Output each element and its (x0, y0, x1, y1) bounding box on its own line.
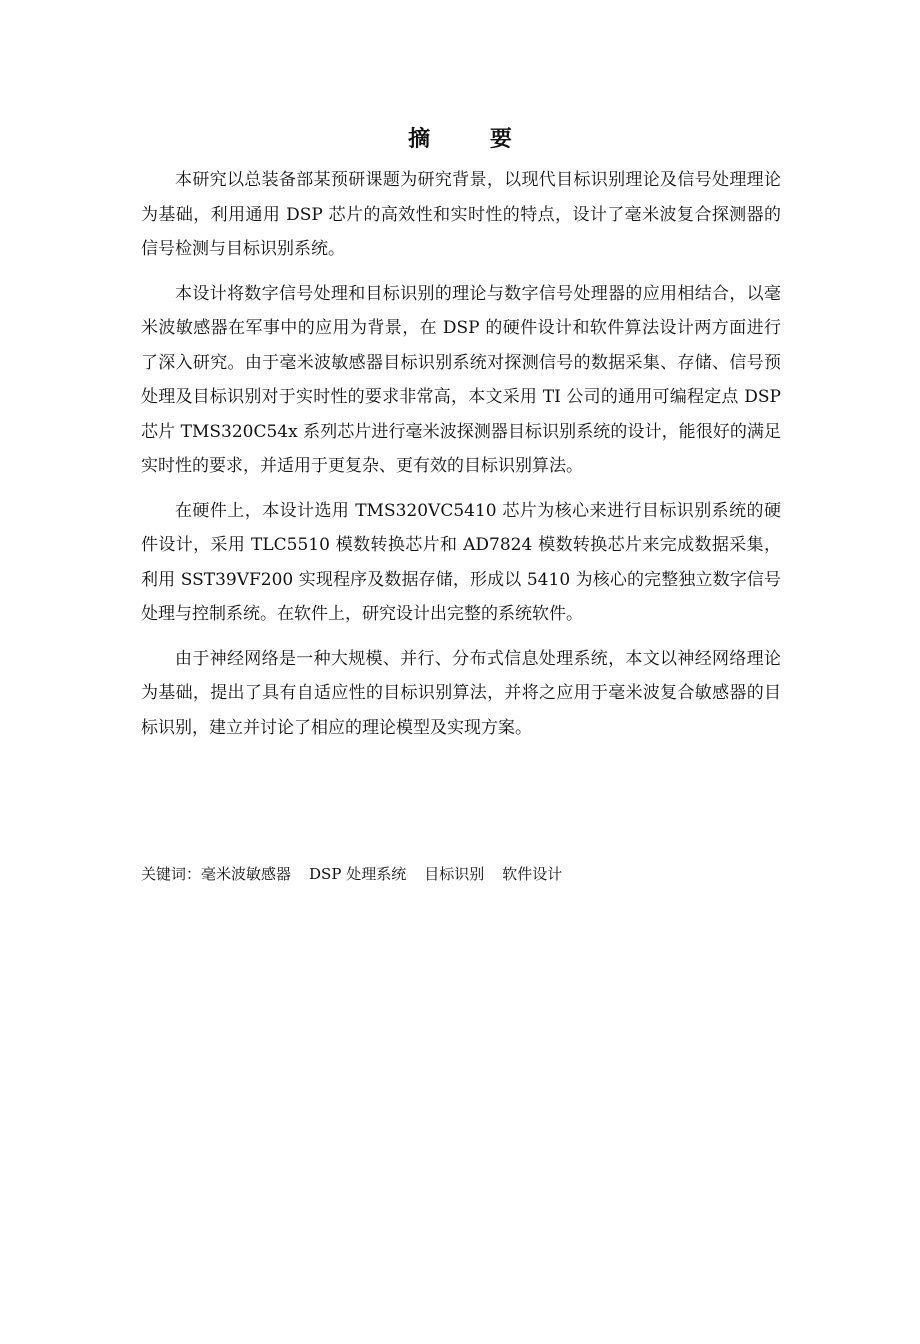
abstract-body (141, 163, 781, 755)
keyword-item: 毫米波敏感器 (201, 865, 292, 883)
abstract-paragraph-2: 本设计将数字信号处理和目标识别的理论与数字信号处理器的应用相结合，以毫米波敏感器在军事中的应用为背景，在 DSP 的硬件设计和软件算法设计两方面进行了深入研究。由于毫米波敏感器目标识别系统对探测信号的数据采集、存储、信号预处理及目标识别对于实时性的要求非常高，本文采用 TI 公司的通用可编程定点 DSP 芯片 TMS320C54x 系列芯片进行毫米波探测器目标识别系统的设计，能很好的满足实时性的要求，并适用于更复杂、更有效的目标识别算法。 (141, 283, 781, 476)
abstract-paragraph-4: 由于神经网络是一种大规模、并行、分布式信息处理系统，本文以神经网络理论为基础，提出了具有自适应性的目标识别算法，并将之应用于毫米波复合敏感器的目标识别，建立并讨论了相应的理论模型及实现方案。 (141, 648, 781, 738)
page-title: 摘 要 (408, 126, 538, 152)
keyword-item: DSP 处理系统 (309, 865, 407, 883)
abstract-paragraph-3: 在硬件上，本设计选用 TMS320VC5410 芯片为核心来进行目标识别系统的硬件设计，采用 TLC5510 模数转换芯片和 AD7824 模数转换芯片来完成数据采集，利用 SST39VF200 实现程序及数据存储，形成以 5410 为核心的完整独立数字信号处理与控制系统。在软件上，研究设计出完整的系统软件。 (141, 500, 781, 624)
keywords-line (141, 862, 781, 886)
abstract-paragraph-1: 本研究以总装备部某预研课题为研究背景，以现代目标识别理论及信号处理理论为基础，利用通用 DSP 芯片的高效性和实时性的特点，设计了毫米波复合探测器的信号检测与目标识别系统。 (141, 170, 781, 259)
keyword-item: 目标识别 (424, 865, 485, 883)
keyword-item: 软件设计 (502, 865, 563, 883)
keywords-label: 关键词： (141, 865, 202, 883)
